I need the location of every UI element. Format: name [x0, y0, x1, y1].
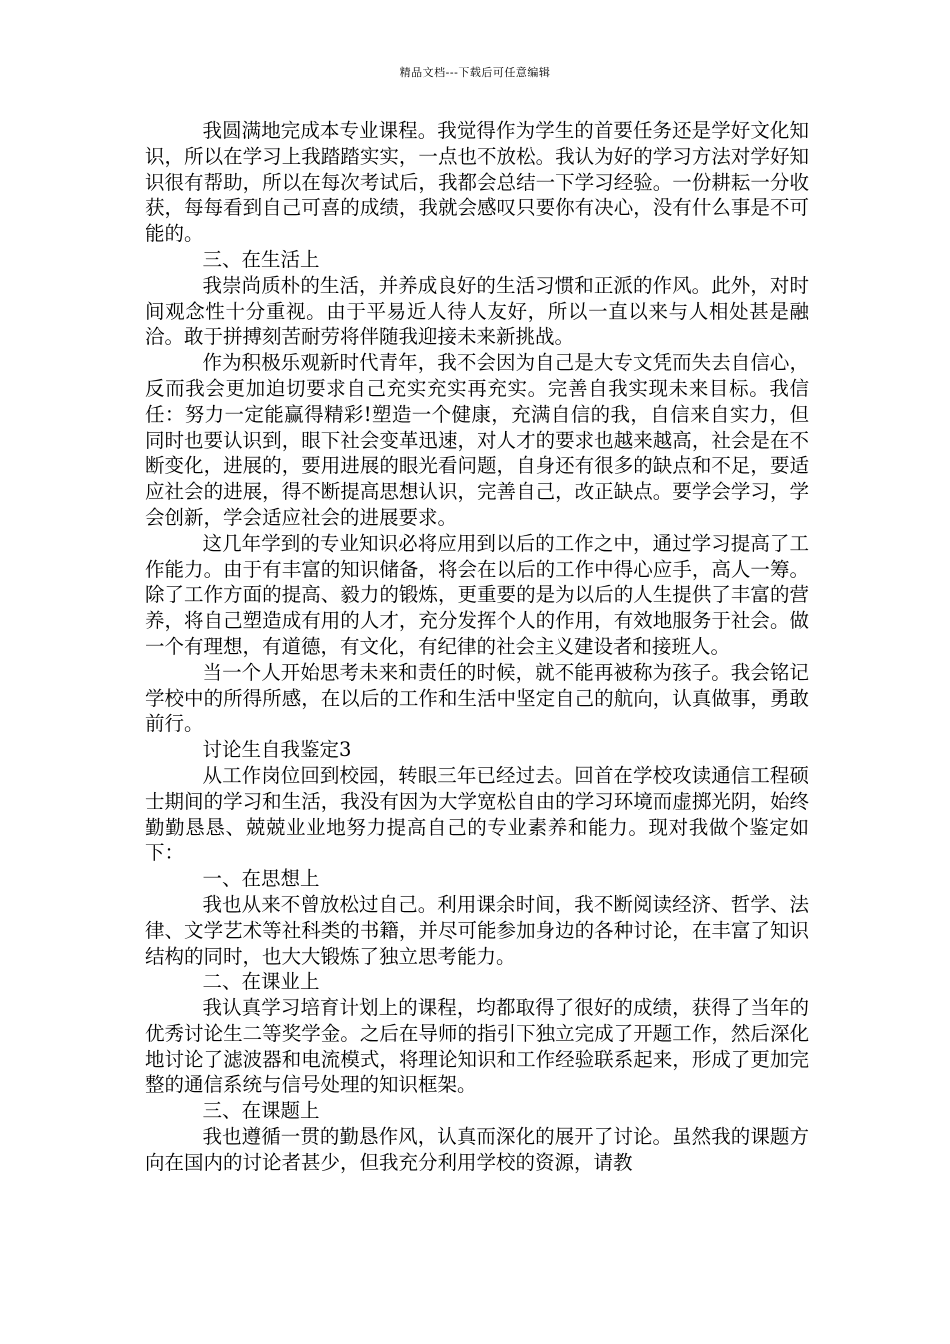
paragraph: 从工作岗位回到校园，转眼三年已经过去。回首在学校攻读通信工程硕士期间的学习和生活，我没有因为大学宽松自由的学习环境而虚掷光阴，始终勤勤恳恳、兢兢业业地努力提高自己的专业素养和能力。现对我做个鉴定如下： [145, 763, 809, 865]
paragraph: 我也从来不曾放松过自己。利用课余时间，我不断阅读经济、哲学、法律、文学艺术等社科类的书籍，并尽可能参加身边的各种讨论，在丰富了知识结构的同时，也大大锻炼了独立思考能力。 [145, 892, 809, 968]
section-heading: 三、在生活上 [202, 247, 320, 271]
paragraph: 当一个人开始思考未来和责任的时候，就不能再被称为孩子。我会铭记学校中的所得所感，在以后的工作和生活中坚定自己的航向，认真做事，勇敢前行。 [145, 660, 809, 736]
document-body [145, 118, 809, 1176]
section-heading: 二、在课业上 [202, 970, 320, 994]
paragraph: 我圆满地完成本专业课程。我觉得作为学生的首要任务还是学好文化知识，所以在学习上我踏踏实实，一点也不放松。我认为好的学习方法对学好知识很有帮助，所以在每次考试后，我都会总结一下学习经验。一份耕耘一分收获，每每看到自己可喜的成绩，我就会感叹只要你有决心，没有什么事是不可能的。 [145, 119, 809, 246]
section-heading: 三、在课题上 [202, 1099, 320, 1123]
paragraph: 我认真学习培育计划上的课程，均都取得了很好的成绩，获得了当年的优秀讨论生二等奖学金。之后在导师的指引下独立完成了开题工作，然后深化地讨论了滤波器和电流模式，将理论知识和工作经验联系起来，形成了更加完整的通信系统与信号处理的知识框架。 [145, 996, 809, 1097]
section-heading: 讨论生自我鉴定3 [202, 738, 352, 762]
page-header: 精品文档---下载后可任意编辑 [399, 66, 551, 79]
section-heading: 一、在思想上 [202, 867, 320, 891]
paragraph: 这几年学到的专业知识必将应用到以后的工作之中，通过学习提高了工作能力。由于有丰富的知识储备，将会在以后的工作中得心应手，高人一筹。除了工作方面的提高、毅力的锻炼，更重要的是为以后的人生提供了丰富的营养，将自己塑造成有用的人才，充分发挥个人的作用，有效地服务于社会。做一个有理想，有道德，有文化，有纪律的社会主义建设者和接班人。 [145, 531, 809, 658]
paragraph: 我也遵循一贯的勤恳作风，认真而深化的展开了讨论。虽然我的课题方向在国内的讨论者甚少，但我充分利用学校的资源，请教 [145, 1125, 809, 1174]
paragraph: 作为积极乐观新时代青年，我不会因为自己是大专文凭而失去自信心，反而我会更加迫切要求自己充实充实再充实。完善自我实现未来目标。我信任：努力一定能赢得精彩!塑造一个健康，充满自信的我，自信来自实力，但同时也要认识到，眼下社会变革迅速，对人才的要求也越来越高，社会是在不断变化，进展的，要用进展的眼光看问题，自身还有很多的缺点和不足，要适应社会的进展，得不断提高思想认识，完善自己，改正缺点。要学会学习，学会创新，学会适应社会的进展要求。 [145, 351, 809, 529]
paragraph: 我崇尚质朴的生活，并养成良好的生活习惯和正派的作风。此外，对时间观念性十分重视。由于平易近人待人友好，所以一直以来与人相处甚是融洽。敢于拼搏刻苦耐劳将伴随我迎接未来新挑战。 [145, 273, 809, 349]
